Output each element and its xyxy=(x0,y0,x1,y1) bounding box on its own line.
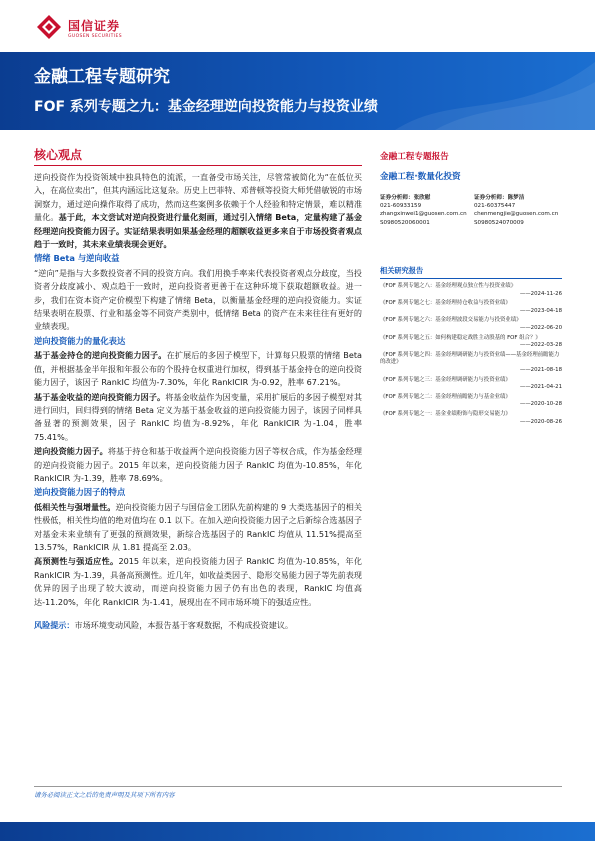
analyst-card xyxy=(474,194,566,227)
related-report-date: ——2022-03-28 xyxy=(519,342,562,349)
report-title: FOF 系列专题之九：基金经理逆向投资能力与投资业绩 xyxy=(34,99,378,115)
analyst-name: 证券分析师：陈梦洁 xyxy=(474,195,525,201)
analyst-email[interactable]: zhangxinwei1@guosen.com.cn xyxy=(380,211,467,218)
risk-warning xyxy=(34,619,362,632)
high-prediction-label: 高预测性与强适应性。 xyxy=(34,556,119,567)
paragraph-composite-factor xyxy=(34,445,362,485)
guosen-logo-icon xyxy=(36,14,62,40)
related-report-item[interactable] xyxy=(380,335,562,350)
related-report-date: ——2024-11-26 xyxy=(519,290,562,297)
low-correlation-label: 低相关性与强增量性。 xyxy=(34,501,116,512)
related-report-item[interactable] xyxy=(380,352,562,375)
analyst-phone: 021-60375447 xyxy=(474,203,516,210)
paragraph-high-prediction xyxy=(34,555,362,609)
risk-warning-label: 风险提示： xyxy=(34,620,75,630)
analyst-phone: 021-60933159 xyxy=(380,203,422,210)
related-report-item[interactable] xyxy=(380,411,562,426)
related-report-title: 《FOF 系列专题之二：基金经理前瞻能力与基金业绩》 xyxy=(380,393,511,400)
report-type: 金融工程专题报告 xyxy=(380,152,449,162)
related-report-title: 《FOF 系列专题之一：基金业绩粉饰与隐形交易能力》 xyxy=(380,410,511,417)
related-report-item[interactable] xyxy=(380,394,562,409)
related-report-date: ——2022-06-20 xyxy=(519,324,562,331)
related-reports-heading: 相关研究报告 xyxy=(380,266,562,279)
holding-factor-text: 在扩展后的多因子模型下，计算每只股票的情绪 Beta 值，并根据基金半年报和年报公布的个股持仓权重进行加权，得到基于基金持仓的逆向投资能力因子，该因子 RankIC 均值为-7.30%，年化 RankICIR 为-0.92，胜率 67.21%。 xyxy=(34,350,362,388)
related-report-date: ——2021-04-21 xyxy=(519,384,562,391)
report-category: 金融工程·数量化投资 xyxy=(380,172,461,182)
analyst-license: S0980520060001 xyxy=(380,219,430,226)
section-heading-quantification: 逆向投资能力的量化表达 xyxy=(34,335,126,346)
related-report-title: 《FOF 系列专题之五：如何构建稳定战胜主动股基的 FOF 组合？》 xyxy=(380,334,541,341)
related-report-item[interactable] xyxy=(380,300,562,315)
intro-bold-text: 基于此，本文尝试对逆向投资进行量化刻画，通过引入情绪 Beta，定量构建了基金经理逆向投资能力因子。实证结果表明如果基金经理的超额收益更多来自于市场投资者观点趋于一致时，其未来业绩表现会更好。 xyxy=(34,212,362,250)
return-factor-text: 将基金收益作为因变量，采用扩展后的多因子模型对其进行回归，回归得到的情绪 Beta 定义为基于基金收益的逆向投资能力因子，该因子同样具备显著的预测效果，因子 RankIC 均值为-8.92%，年化 RankICIR 为-1.04，胜率 75.41%。 xyxy=(34,391,362,442)
section-heading-sentiment-beta: 情绪 Beta 与逆向收益 xyxy=(34,253,120,264)
related-report-date: ——2021-08-18 xyxy=(519,366,562,373)
disclaimer-footer: 请务必阅读正文之后的免责声明及其项下所有内容 xyxy=(34,791,175,799)
guosen-logo xyxy=(36,14,146,48)
banner-wave-decoration xyxy=(395,52,595,130)
related-report-title: 《FOF 系列专题之三：基金经理调研能力与投资业绩》 xyxy=(380,376,511,383)
analyst-license: S0980524070009 xyxy=(474,219,524,226)
bottom-bar xyxy=(0,822,595,841)
composite-factor-text: 将基于持仓和基于收益两个逆向投资能力因子等权合成，作为基金经理的逆向投资能力因子。2015 年以来，逆向投资能力因子 RankIC 均值为-10.85%，年化 RankICIR 为-1.39，胜率 78.69%。 xyxy=(34,446,362,483)
footer-divider xyxy=(34,786,562,787)
analyst-block xyxy=(380,194,562,244)
low-correlation-text: 逆向投资能力因子与国信金工团队先前构建的 9 大类选基因子的相关性极低，相关性均值的绝对值均在 0.1 以下。在加入逆向投资能力因子之后新综合选基因子对基金未来业绩有了更强的预测效果，新综合选基因子的 RankIC 均值从 11.51%提高至 13.57%，RankICIR 从 1.81 提高至 2.03。 xyxy=(34,501,362,552)
analyst-email[interactable]: chenmengjie@guosen.com.cn xyxy=(474,211,559,218)
related-report-item[interactable] xyxy=(380,377,562,392)
related-report-title: 《FOF 系列专题之七：基金经理持仓收益与投资业绩》 xyxy=(380,300,511,307)
related-report-title: 《FOF 系列专题之六：基金经理波段交易能力与投资业绩》 xyxy=(380,317,522,324)
risk-warning-text: 市场环境变动风险，本报告基于客观数据，不构成投资建议。 xyxy=(74,620,294,630)
related-report-date: ——2020-10-28 xyxy=(519,401,562,408)
related-report-item[interactable] xyxy=(380,317,562,332)
related-report-date: ——2023-04-18 xyxy=(519,307,562,314)
paragraph-return-factor xyxy=(34,391,362,445)
related-report-date: ——2020-08-26 xyxy=(519,418,562,425)
logo-name-en: GUOSEN SECURITIES xyxy=(68,34,122,39)
high-prediction-text: 2015 年以来，逆向投资能力因子 RankIC 均值为-10.85%，年化 RankICIR 为-1.39，具备高预测性。近几年，如收益类因子、隐形交易能力因子等先前表现优异的因子出现了较大波动，而逆向投资能力因子仍有出色的表现，RankIC 均值高达-11.20%，年化 RankICIR 为-1.41，展现出在不同市场环境下的强适应性。 xyxy=(34,556,362,607)
composite-factor-label: 逆向投资能力因子。 xyxy=(34,446,108,457)
related-report-title: 《FOF 系列专题之八：基金经理观点独立性与投资业绩》 xyxy=(380,283,517,289)
paragraph-low-correlation xyxy=(34,501,362,555)
report-series-title: 金融工程专题研究 xyxy=(34,67,170,87)
return-factor-label: 基于基金收益的逆向投资能力因子。 xyxy=(34,391,166,402)
section-heading-features: 逆向投资能力因子的特点 xyxy=(34,487,126,498)
side-column xyxy=(380,150,562,428)
logo-name-cn: 国信证券 xyxy=(68,19,121,33)
main-column xyxy=(34,146,362,633)
core-heading: 核心观点 xyxy=(34,146,362,166)
analyst-name: 证券分析师：张欣慰 xyxy=(380,195,431,201)
paragraph-sentiment-beta: “逆向”是指与大多数投资者不同的投资方向。我们用换手率来代表投资者观点分歧度，当投资者分歧度减小、观点趋于一致时，逆向投资者更善于在这种环境下获取超额收益。进一步，我们在资本资产定价模型下构建了情绪 Beta，以衡量基金经理的逆向投资能力。实证结果表明在股票、行业和基金等不同资产类别中，低情绪 Beta 的资产在未来往往有更好的业绩表现。 xyxy=(34,267,362,332)
holding-factor-label: 基于基金持仓的逆向投资能力因子。 xyxy=(34,350,167,361)
related-report-item[interactable] xyxy=(380,283,562,298)
intro-text: 逆向投资作为投资领域中独具特色的流派，一直备受市场关注，尽管常被简化为“在低位买入，在高位卖出”，但其内涵远比这复杂。历史上巴菲特、邓普顿等投资大师凭借敏锐的市场洞察力，通过逆向操作取得了成功，然而这些案例多依赖于个人经验和特定情景，难以精准量化。 xyxy=(34,172,362,223)
related-report-title: 《FOF 系列专题之四：基金经理调研能力与投资业绩——基金经理前瞻能力的改进》 xyxy=(380,351,560,366)
intro-paragraph xyxy=(34,171,362,251)
paragraph-holding-factor xyxy=(34,349,362,389)
analyst-card xyxy=(380,194,472,227)
title-banner xyxy=(0,52,595,130)
